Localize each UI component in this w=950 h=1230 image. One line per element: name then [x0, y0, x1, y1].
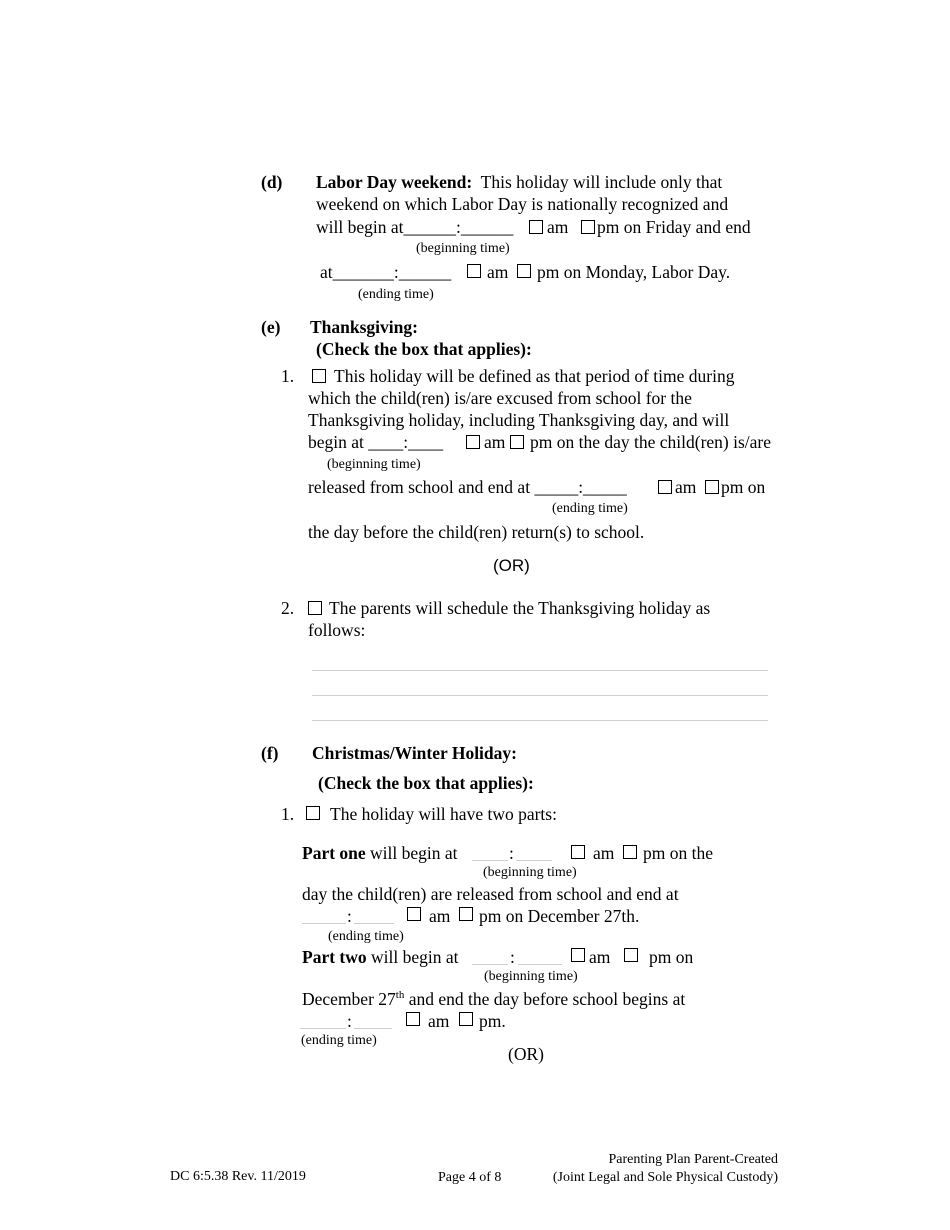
footer-page-number: Page 4 of 8: [438, 1170, 502, 1185]
option-number: 2.: [281, 598, 295, 618]
ending-time-caption: (ending time): [328, 929, 404, 944]
pm-on-the-label: pm on the: [643, 843, 713, 863]
thanksgiving-end-am-checkbox[interactable]: [658, 480, 672, 494]
christmas-option1-checkbox[interactable]: [306, 806, 320, 820]
beginning-time-caption: (beginning time): [416, 241, 510, 256]
or-separator: (OR): [508, 1044, 544, 1064]
part-one-begin-hour-field[interactable]: [472, 860, 508, 861]
pm-on-label: pm on: [721, 477, 766, 497]
or-separator: (OR): [493, 556, 530, 575]
option-number: 1.: [281, 366, 295, 386]
part-two-label: Part two: [302, 947, 367, 967]
dec27-text: December 27: [302, 989, 396, 1009]
am-label: am: [547, 217, 569, 237]
part-one-begin-pm-checkbox[interactable]: [623, 845, 637, 859]
thanksgiving-begin-pm-checkbox[interactable]: [510, 435, 524, 449]
part-two-end-hour-field[interactable]: [300, 1028, 346, 1029]
ending-time-caption: (ending time): [552, 501, 628, 516]
part-one-end-hour-field[interactable]: [302, 923, 346, 924]
part-two-begin-pm-checkbox[interactable]: [624, 948, 638, 962]
section-f-check-instruction: (Check the box that applies):: [318, 773, 534, 793]
part-two-end-pm-checkbox[interactable]: [459, 1012, 473, 1026]
part-one-label: Part one: [302, 843, 366, 863]
labor-day-begin-pm-checkbox[interactable]: [581, 220, 595, 234]
time-colon: :: [347, 1011, 352, 1031]
part-one-end-pm-checkbox[interactable]: [459, 907, 473, 921]
thanksgiving-begin-am-checkbox[interactable]: [466, 435, 480, 449]
section-d-line2: weekend on which Labor Day is nationally recognized and: [316, 194, 729, 214]
labor-day-begin-am-checkbox[interactable]: [529, 220, 543, 234]
section-f-letter: (f): [261, 743, 279, 763]
section-d-line1-text: This holiday will include only that: [480, 172, 723, 192]
am-label: am: [589, 947, 611, 967]
thanksgiving-opt1-line2: which the child(ren) is/are excused from school for the: [308, 388, 692, 408]
section-d-letter: (d): [261, 172, 283, 192]
time-colon: :: [510, 947, 515, 967]
part-two-begin-hour-field[interactable]: [472, 964, 508, 965]
part-two-text: will begin at: [371, 947, 459, 967]
dec27-superscript: th: [395, 989, 405, 1002]
thanksgiving-opt2-line2: follows:: [308, 620, 366, 640]
am-label: am: [429, 906, 451, 926]
thanksgiving-opt1-line4-pm: pm on the day the child(ren) is/are: [530, 432, 772, 452]
labor-day-end-am-checkbox[interactable]: [467, 264, 481, 278]
part-two-end-minute-field[interactable]: [354, 1028, 392, 1029]
ending-time-caption: (ending time): [358, 287, 434, 302]
thanksgiving-opt1-line4-start: begin at ____:____: [308, 432, 444, 452]
part-one-text: will begin at: [370, 843, 458, 863]
part-one-end-am-checkbox[interactable]: [407, 907, 421, 921]
part-two-end-am-checkbox[interactable]: [406, 1012, 420, 1026]
am-label: am: [484, 432, 506, 452]
dec27-rest: and end the day before school begins at: [404, 989, 686, 1009]
beginning-time-caption: (beginning time): [483, 865, 577, 880]
part-one-end-minute-field[interactable]: [354, 923, 394, 924]
pm-on-label: pm on: [649, 947, 694, 967]
part-two-begin-am-checkbox[interactable]: [571, 948, 585, 962]
thanksgiving-schedule-line-1[interactable]: [312, 670, 768, 671]
thanksgiving-opt1-line3: Thanksgiving holiday, including Thanksgiving day, and will: [308, 410, 730, 430]
part-one-begin-am-checkbox[interactable]: [571, 845, 585, 859]
christmas-line3: day the child(ren) are released from school and end at: [302, 884, 679, 904]
thanksgiving-opt2-line1: The parents will schedule the Thanksgiving holiday as: [329, 598, 711, 618]
section-e-heading: Thanksgiving:: [310, 317, 418, 337]
thanksgiving-option1-checkbox[interactable]: [312, 369, 326, 383]
beginning-time-caption: (beginning time): [484, 969, 578, 984]
section-d-line4-pm: pm on Monday, Labor Day.: [537, 262, 731, 282]
section-d-heading: Labor Day weekend:: [316, 172, 473, 192]
time-colon: :: [347, 906, 352, 926]
am-label: am: [487, 262, 509, 282]
time-colon: :: [509, 843, 514, 863]
thanksgiving-opt1-line1: This holiday will be defined as that period of time during: [334, 366, 735, 386]
part-two-line: [302, 947, 459, 967]
am-label: am: [675, 477, 697, 497]
christmas-opt1-line1: The holiday will have two parts:: [330, 804, 557, 824]
ending-time-caption: (ending time): [301, 1033, 377, 1048]
section-e-letter: (e): [261, 317, 281, 337]
footer-title-line1: Parenting Plan Parent-Created: [608, 1152, 778, 1167]
christmas-dec27-line: [302, 989, 685, 1009]
labor-day-end-pm-checkbox[interactable]: [517, 264, 531, 278]
thanksgiving-schedule-line-3[interactable]: [312, 720, 768, 721]
thanksgiving-end-pm-checkbox[interactable]: [705, 480, 719, 494]
pm-dec27-label: pm on December 27th.: [479, 906, 640, 926]
thanksgiving-schedule-line-2[interactable]: [312, 695, 768, 696]
beginning-time-caption: (beginning time): [327, 457, 421, 472]
part-one-line: [302, 843, 458, 863]
option-number: 1.: [281, 804, 295, 824]
am-label: am: [593, 843, 615, 863]
part-two-begin-minute-field[interactable]: [518, 964, 562, 965]
pm-dot-label: pm.: [479, 1011, 506, 1031]
thanksgiving-opt1-line5-start: released from school and end at _____:_____: [308, 477, 627, 497]
thanksgiving-option2-checkbox[interactable]: [308, 601, 322, 615]
am-label: am: [428, 1011, 450, 1031]
part-one-begin-minute-field[interactable]: [516, 860, 552, 861]
section-d-line1: [316, 172, 722, 192]
section-f-heading: Christmas/Winter Holiday:: [312, 743, 517, 763]
thanksgiving-opt1-line6: the day before the child(ren) return(s) to school.: [308, 522, 645, 542]
footer-title-line2: (Joint Legal and Sole Physical Custody): [552, 1170, 778, 1185]
section-d-pm-label: pm on Friday and end: [597, 217, 751, 237]
section-d-line4-start: at_______:______: [320, 262, 452, 282]
section-d-line3-start: will begin at______:______: [316, 217, 514, 237]
section-e-check-instruction: (Check the box that applies):: [316, 339, 532, 359]
footer-form-id: DC 6:5.38 Rev. 11/2019: [170, 1169, 306, 1184]
